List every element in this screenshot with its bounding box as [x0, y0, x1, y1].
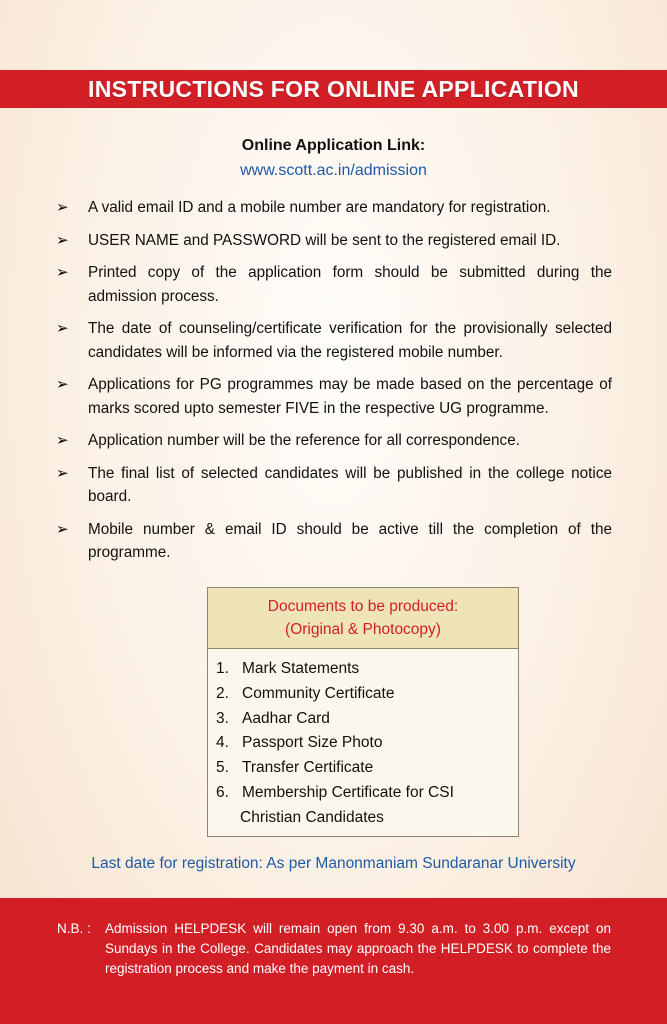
- list-item: 6. Membership Certificate for CSI: [216, 783, 454, 801]
- arrow-bullet-icon: ➢: [56, 432, 69, 449]
- arrow-bullet-icon: ➢: [56, 199, 69, 216]
- list-item: ➢ Application number will be the reference for all correspondence.: [56, 429, 612, 453]
- arrow-bullet-icon: ➢: [56, 320, 69, 337]
- documents-heading: Documents to be produced: (Original & Photocopy): [208, 588, 518, 649]
- instruction-list: [56, 196, 612, 574]
- application-link[interactable]: www.scott.ac.in/admission: [240, 162, 427, 179]
- nb-label: N.B. :: [57, 921, 91, 936]
- link-heading: Online Application Link:: [241, 137, 426, 154]
- list-item: 5. Transfer Certificate: [216, 759, 374, 777]
- list-item: ➢ The date of counseling/certificate verification for the provisionally selected candidates will be informed via the registered mobile number.: [56, 317, 612, 364]
- list-item: ➢ Mobile number & email ID should be active till the completion of the programme.: [56, 518, 612, 565]
- arrow-bullet-icon: ➢: [56, 264, 69, 281]
- list-item: ➢ The final list of selected candidates will be published in the college notice board.: [56, 462, 612, 509]
- arrow-bullet-icon: ➢: [56, 464, 69, 482]
- documents-list: [208, 649, 518, 831]
- list-item: 2. Community Certificate: [216, 684, 395, 702]
- title-banner: [0, 70, 667, 108]
- list-item: ➢ Printed copy of the application form should be submitted during the admission process.: [56, 261, 612, 308]
- list-item: ➢ Applications for PG programmes may be made based on the percentage of marks scored upto semester FIVE in the respective UG programme.: [56, 373, 612, 420]
- list-item: ➢ A valid email ID and a mobile number are mandatory for registration.: [56, 196, 612, 220]
- arrow-bullet-icon: ➢: [56, 231, 69, 249]
- arrow-bullet-icon: ➢: [56, 520, 69, 538]
- footer-note-banner: [0, 898, 667, 1024]
- documents-box: [207, 587, 519, 837]
- page-title: INSTRUCTIONS FOR ONLINE APPLICATION: [88, 75, 579, 102]
- list-item: 4. Passport Size Photo: [216, 734, 383, 752]
- list-item: 3. Aadhar Card: [216, 709, 330, 727]
- last-date-note: Last date for registration: As per Manonmaniam Sundaranar University: [91, 855, 576, 872]
- helpdesk-note: Admission HELPDESK will remain open from 9.30 a.m. to 3.00 p.m. except on Sundays in the College. Candidates may approach the HELPDESK to complete the registration process and make the payment in cash.: [105, 921, 611, 976]
- list-item: 1. Mark Statements: [216, 660, 360, 677]
- arrow-bullet-icon: ➢: [56, 376, 69, 393]
- list-item-continuation: Christian Candidates: [240, 808, 384, 826]
- list-item: ➢ USER NAME and PASSWORD will be sent to the registered email ID.: [56, 229, 612, 253]
